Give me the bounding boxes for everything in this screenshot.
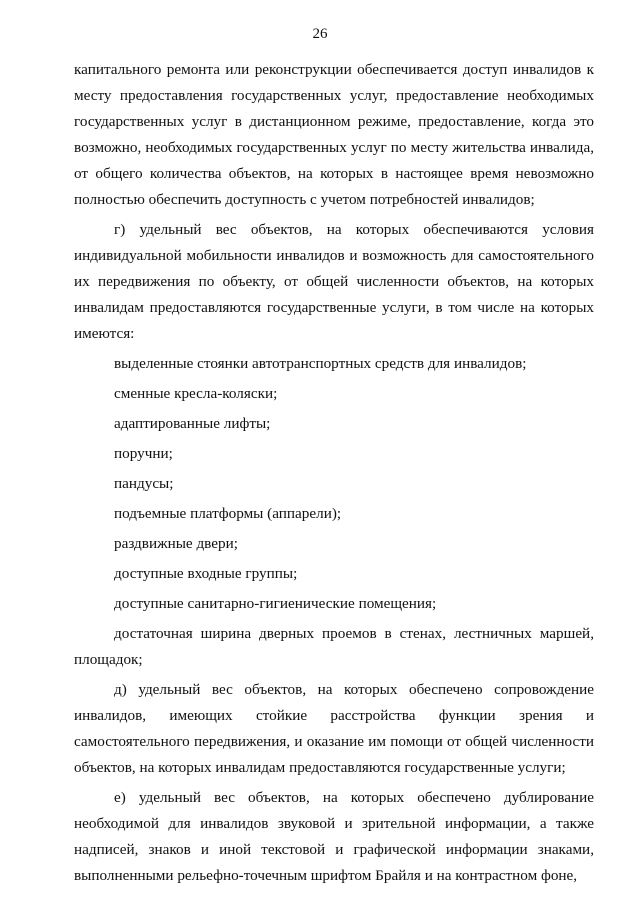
- list-item: доступные входные группы;: [114, 565, 298, 582]
- page-number: 26: [312, 26, 328, 42]
- document-body: [74, 57, 594, 889]
- list-item: подъемные платформы (аппарели);: [114, 505, 342, 522]
- paragraph-continuation: капитального ремонта или реконструкции обеспечивается доступ инвалидов к месту предоставления государственных услуг, предоставление необходимых государственных услуг в дистанционном режиме, предоставление, когда это возможно, необходимых государственных услуг по месту жительства инвалида, от общего количества объектов, на которых в настоящее время невозможно полностью обеспечить доступность с учетом потребностей инвалидов;: [74, 61, 594, 208]
- list-item: адаптированные лифты;: [114, 415, 271, 432]
- list-item: выделенные стоянки автотранспортных средств для инвалидов;: [114, 355, 527, 372]
- paragraph-door-width: достаточная ширина дверных проемов в стенах, лестничных маршей, площадок;: [74, 625, 594, 668]
- list-item: пандусы;: [114, 475, 174, 492]
- list-item: доступные санитарно-гигиенические помещения;: [114, 595, 437, 612]
- list-item: раздвижные двери;: [114, 535, 238, 552]
- list-item: поручни;: [114, 445, 173, 462]
- paragraph-item-e: е) удельный вес объектов, на которых обеспечено дублирование необходимой для инвалидов звуковой и зрительной информации, а также надписей, знаков и иной текстовой и графической информации знаками, выполненными рельефно-точечным шрифтом Брайля и на контрастном фоне,: [74, 789, 594, 884]
- paragraph-item-d: д) удельный вес объектов, на которых обеспечено сопровождение инвалидов, имеющих стойкие расстройства функции зрения и самостоятельного передвижения, и оказание им помощи от общей численности объектов, на которых инвалидам предоставляются государственные услуги;: [74, 681, 594, 776]
- list-item: сменные кресла-коляски;: [114, 385, 278, 402]
- paragraph-item-g: г) удельный вес объектов, на которых обеспечиваются условия индивидуальной мобильности инвалидов и возможность для самостоятельного их передвижения по объекту, от общей численности объектов, на которых инвалидам предоставляются государственные услуги, в том числе на которых имеются:: [74, 221, 594, 342]
